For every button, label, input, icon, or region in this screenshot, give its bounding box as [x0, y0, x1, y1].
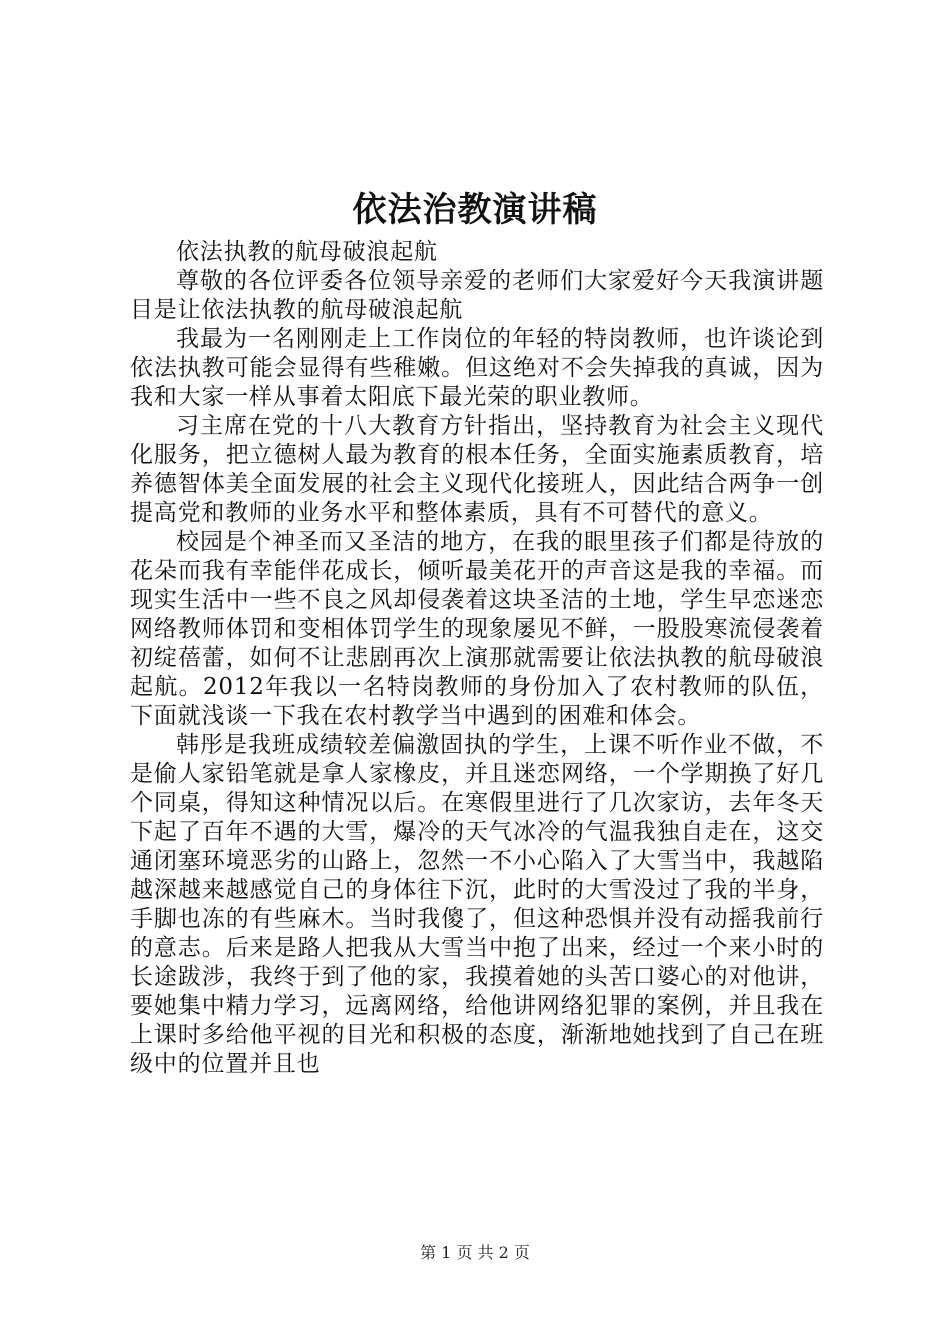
paragraph-subtitle: 依法执教的航母破浪起航: [176, 239, 438, 265]
paragraph-student-story: 韩彤是我班成绩较差偏激固执的学生，上课不听作业不做，不是偷人家铅笔就是拿人家橡皮，并且迷恋网络，一个学期换了好几个同桌，得知这种情况以后。在寒假里进行了几次家访，去年冬天下起了百年不遇的大雪，爆冷的天气冰冷的气温我独自走在，这交通闭塞环境恶劣的山路上，忽然一不小心陷入了大雪当中，我越陷越深越来越感觉自己的身体往下沉，此时的大雪没过了我的半身，手脚也冻的有些麻木。当时我傻了，但这种恐惧并没有动摇我前行的意志。后来是路人把我从大雪当中抱了出来，经过一个来小时的长途跋涉，我终于到了他的家，我摸着她的头苦口婆心的对他讲，要她集中精力学习，远离网络，给他讲网络犯罪的案例，并且我在上课时多给他平视的目光和积极的态度，渐渐地她找到了自己在班级中的位置并且也: [130, 732, 824, 1077]
document-body: [130, 238, 824, 1079]
paragraph-greeting: 尊敬的各位评委各位领导亲爱的老师们大家爱好今天我演讲题目是让依法执教的航母破浪起航: [130, 268, 824, 323]
page-number-footer: 第 1 页 共 2 页: [420, 1243, 530, 1262]
document-title: 依法治教演讲稿: [352, 190, 598, 230]
paragraph-education-policy: 习主席在党的十八大教育方针指出，坚持教育为社会主义现代化服务，把立德树人最为教育的根本任务，全面实施素质教育，培养德智体美全面发展的社会主义现代化接班人，因此结合两争一创提高党和教师的业务水平和整体素质，具有不可替代的意义。: [130, 413, 824, 526]
paragraph-introduction: 我最为一名刚刚走上工作岗位的年轻的特岗教师，也许谈论到依法执教可能会显得有些稚嫩。但这绝对不会失掉我的真诚，因为我和大家一样从事着太阳底下最光荣的职业教师。: [130, 326, 824, 410]
paragraph-campus: 校园是个神圣而又圣洁的地方，在我的眼里孩子们都是待放的花朵而我有幸能伴花成长，倾听最美花开的声音这是我的幸福。而现实生活中一些不良之风却侵袭着这块圣洁的土地，学生早恋迷恋网络教师体罚和变相体罚学生的现象屡见不鲜，一股股寒流侵袭着初绽蓓蕾，如何不让悲剧再次上演那就需要让依法执教的航母破浪起航。2012年我以一名特岗教师的身份加入了农村教师的队伍，下面就浅谈一下我在农村教学当中遇到的困难和体会。: [130, 529, 824, 729]
